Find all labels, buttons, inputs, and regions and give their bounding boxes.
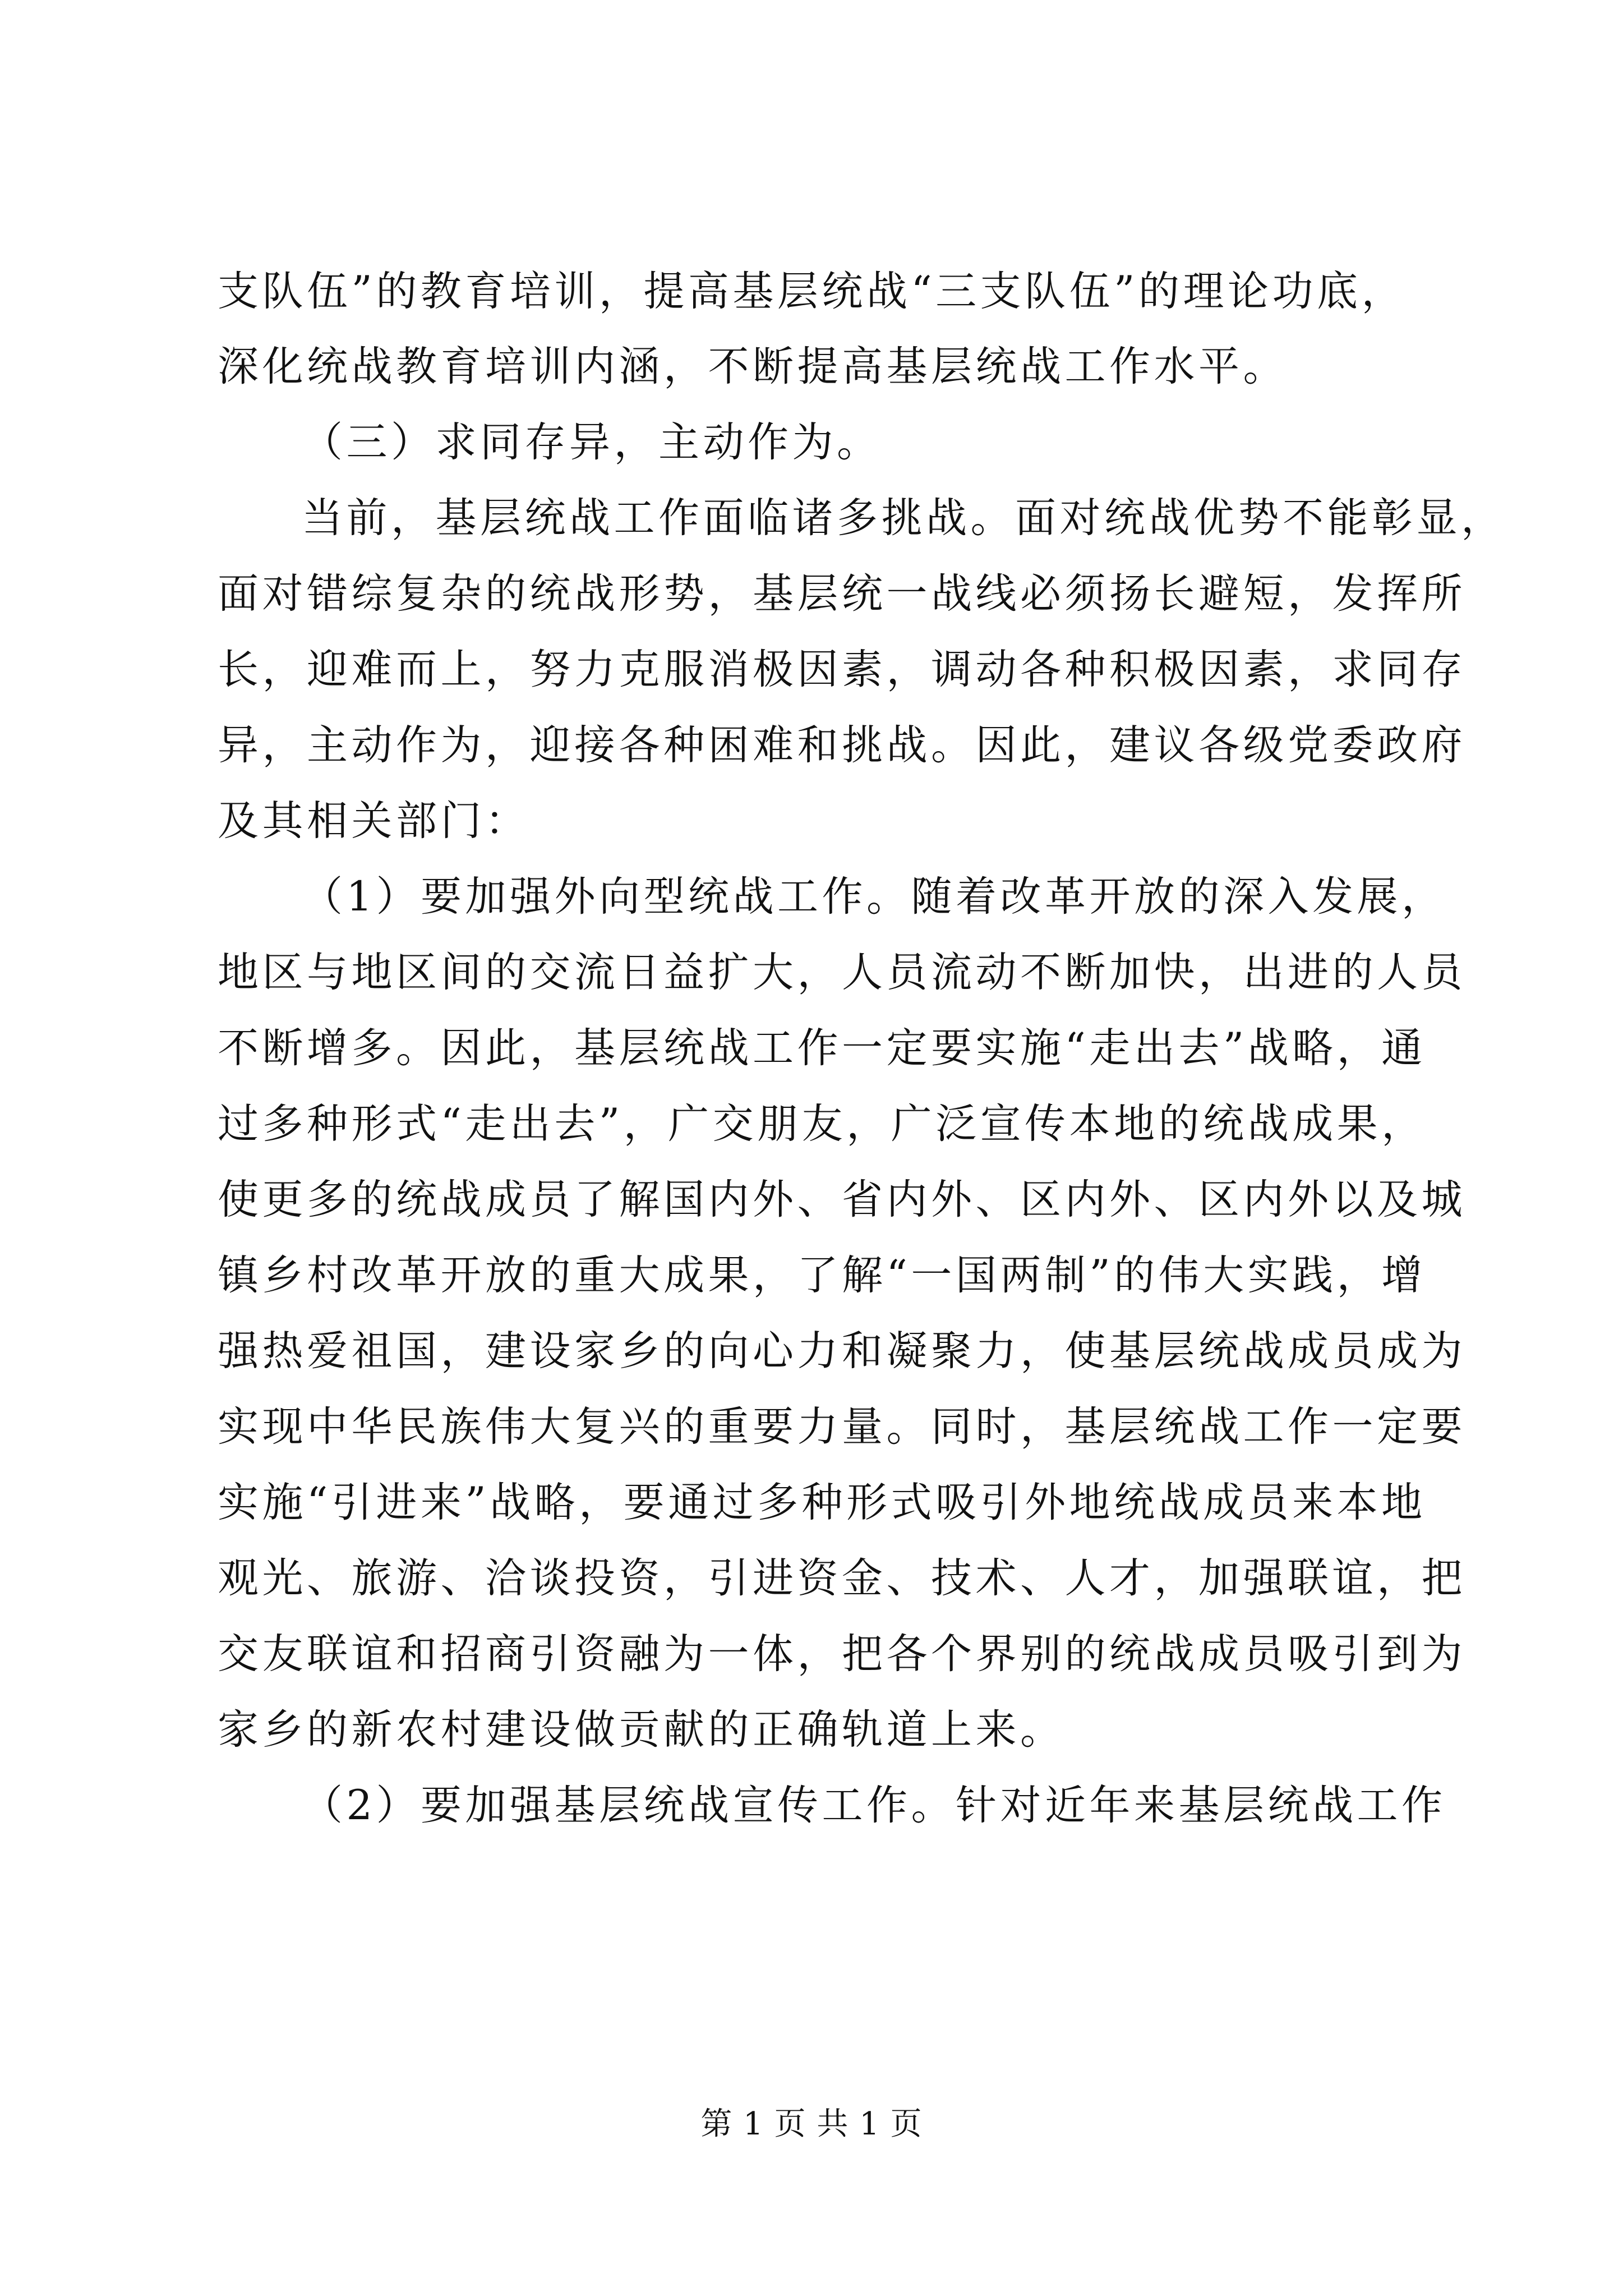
text-line: 镇乡村改革开放的重大成果，了解“一国两制”的伟大实践，增	[218, 1251, 1426, 1299]
text-line: 使更多的统战成员了解国内外、省内外、区内外、区内外以及城	[218, 1176, 1466, 1223]
text-line: 家乡的新农村建设做贡献的正确轨道上来。	[218, 1706, 1065, 1754]
text-line: 观光、旅游、洽谈投资，引进资金、技术、人才，加强联谊，把	[218, 1554, 1466, 1602]
text-line: 地区与地区间的交流日益扩大，人员流动不断加快，出进的人员	[218, 949, 1466, 996]
text-line: 支队伍”的教育培训，提高基层统战“三支队伍”的理论功底，	[218, 268, 1406, 315]
text-line: （1）要加强外向型统战工作。随着改革开放的深入发展，	[302, 873, 1446, 921]
text-line: 长，迎难而上，努力克服消极因素，调动各种积极因素，求同存	[218, 646, 1466, 693]
text-line: 实施“引进来”战略，要通过多种形式吸引外地统战成员来本地	[218, 1479, 1426, 1526]
text-line: 强热爱祖国，建设家乡的向心力和凝聚力，使基层统战成员成为	[218, 1327, 1466, 1375]
text-line: 及其相关部门：	[218, 797, 530, 845]
text-line: 异，主动作为，迎接各种困难和挑战。因此，建议各级党委政府	[218, 721, 1466, 769]
section-heading: （三）求同存异，主动作为。	[302, 418, 882, 466]
page-footer: 第 1 页 共 1 页	[700, 2106, 923, 2142]
text-line: 不断增多。因此，基层统战工作一定要实施“走出去”战略，通	[218, 1024, 1426, 1072]
text-line: 面对错综复杂的统战形势，基层统一战线必须扬长避短，发挥所	[218, 570, 1466, 618]
text-line: 实现中华民族伟大复兴的重要力量。同时，基层统战工作一定要	[218, 1403, 1466, 1451]
text-line: 深化统战教育培训内涵，不断提高基层统战工作水平。	[218, 343, 1288, 390]
text-line: （2）要加强基层统战宣传工作。针对近年来基层统战工作	[302, 1782, 1446, 1829]
text-line: 过多种形式“走出去”，广交朋友，广泛宣传本地的统战成果，	[218, 1100, 1426, 1148]
text-line: 交友联谊和招商引资融为一体，把各个界别的统战成员吸引到为	[218, 1630, 1466, 1678]
text-line: 当前，基层统战工作面临诸多挑战。面对统战优势不能彰显，	[302, 494, 1506, 542]
